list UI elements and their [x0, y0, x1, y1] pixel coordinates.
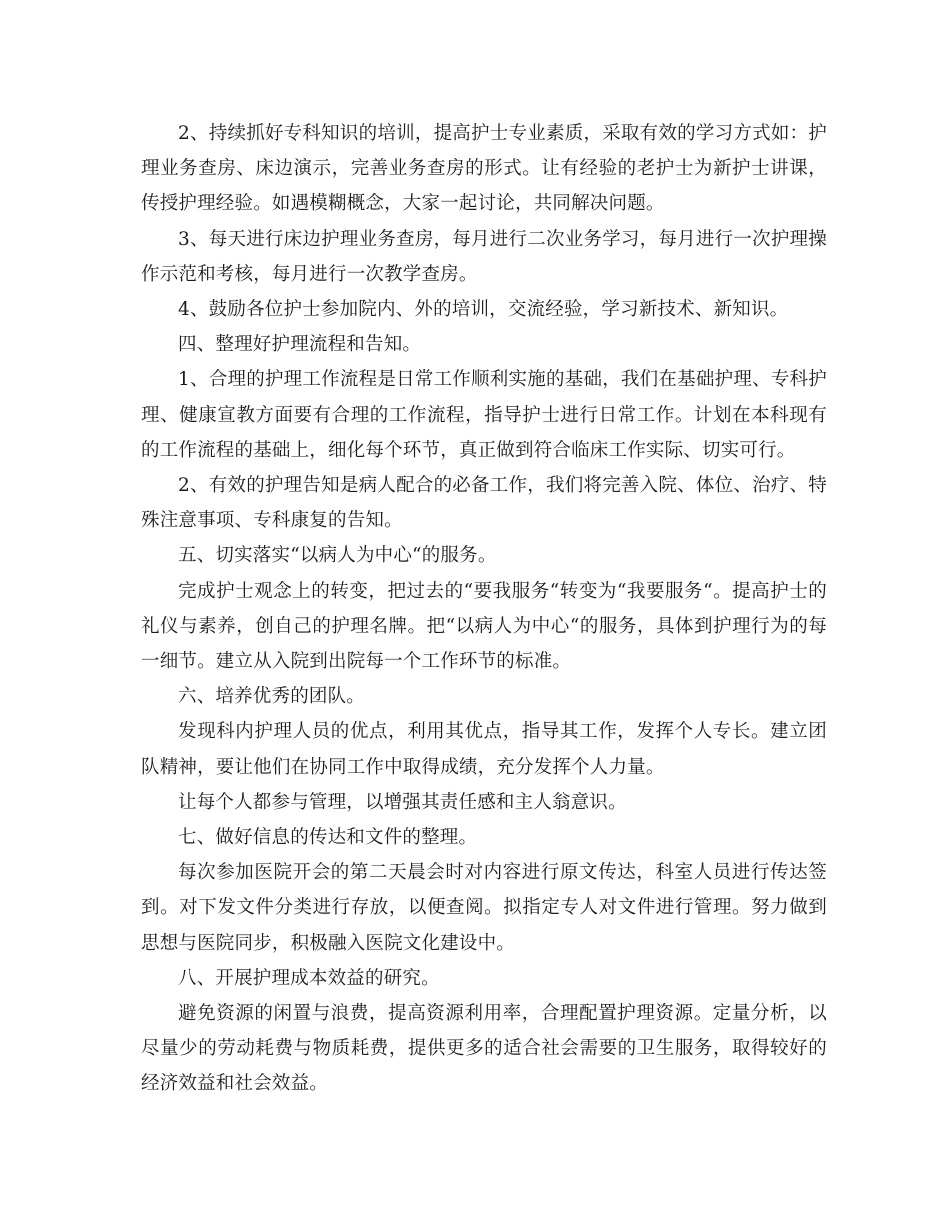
paragraph-service-concept: 完成护士观念上的转变，把过去的“要我服务“转变为“我要服务“。提高护士的礼仪与素养，创自己的护理名牌。把“以病人为中心“的服务，具体到护理行为的每一细节。建立从入院到出院每一个工作环节的标准。	[141, 580, 827, 673]
paragraph-participation: 让每个人都参与管理，以增强其责任感和主人翁意识。	[178, 791, 627, 813]
heading-section-6: 六、培养优秀的团队。	[178, 686, 366, 708]
heading-section-4: 四、整理好护理流程和告知。	[178, 334, 422, 356]
paragraph-notification: 2、有效的护理告知是病人配合的必备工作，我们将完善入院、体位、治疗、特殊注意事项、专科康复的告知。	[141, 475, 827, 532]
paragraph-ward-rounds: 3、每天进行床边护理业务查房，每月进行二次业务学习，每月进行一次护理操作示范和考核，每月进行一次教学查房。	[141, 228, 827, 285]
document-body	[141, 116, 827, 1102]
heading-section-7: 七、做好信息的传达和文件的整理。	[178, 827, 478, 849]
heading-section-5: 五、切实落实“以病人为中心“的服务。	[178, 545, 497, 567]
heading-section-8: 八、开展护理成本效益的研究。	[178, 967, 440, 989]
paragraph-team-strengths: 发现科内护理人员的优点，利用其优点，指导其工作，发挥个人专长。建立团队精神，要让他们在协同工作中取得成绩，充分发挥个人力量。	[141, 721, 827, 778]
paragraph-external-training: 4、鼓励各位护士参加院内、外的培训，交流经验，学习新技术、新知识。	[178, 299, 789, 321]
paragraph-information: 每次参加医院开会的第二天晨会时对内容进行原文传达，科室人员进行传达签到。对下发文件分类进行存放，以便查阅。拟指定专人对文件进行管理。努力做到思想与医院同步，积极融入医院文化建设中。	[141, 862, 827, 954]
paragraph-workflow: 1、合理的护理工作流程是日常工作顺利实施的基础，我们在基础护理、专科护理、健康宣教方面要有合理的工作流程，指导护士进行日常工作。计划在本科现有的工作流程的基础上，细化每个环节，真正做到符合临床工作实际、切实可行。	[141, 369, 827, 461]
paragraph-training-methods: 2、持续抓好专科知识的培训，提高护士专业素质，采取有效的学习方式如：护理业务查房、床边演示，完善业务查房的形式。让有经验的老护士为新护士讲课，传授护理经验。如遇模糊概念，大家一起讨论，共同解决问题。	[141, 123, 827, 215]
paragraph-cost-benefit: 避免资源的闲置与浪费，提高资源利用率，合理配置护理资源。定量分析，以尽量少的劳动耗费与物质耗费，提供更多的适合社会需要的卫生服务，取得较好的经济效益和社会效益。	[141, 1003, 827, 1095]
